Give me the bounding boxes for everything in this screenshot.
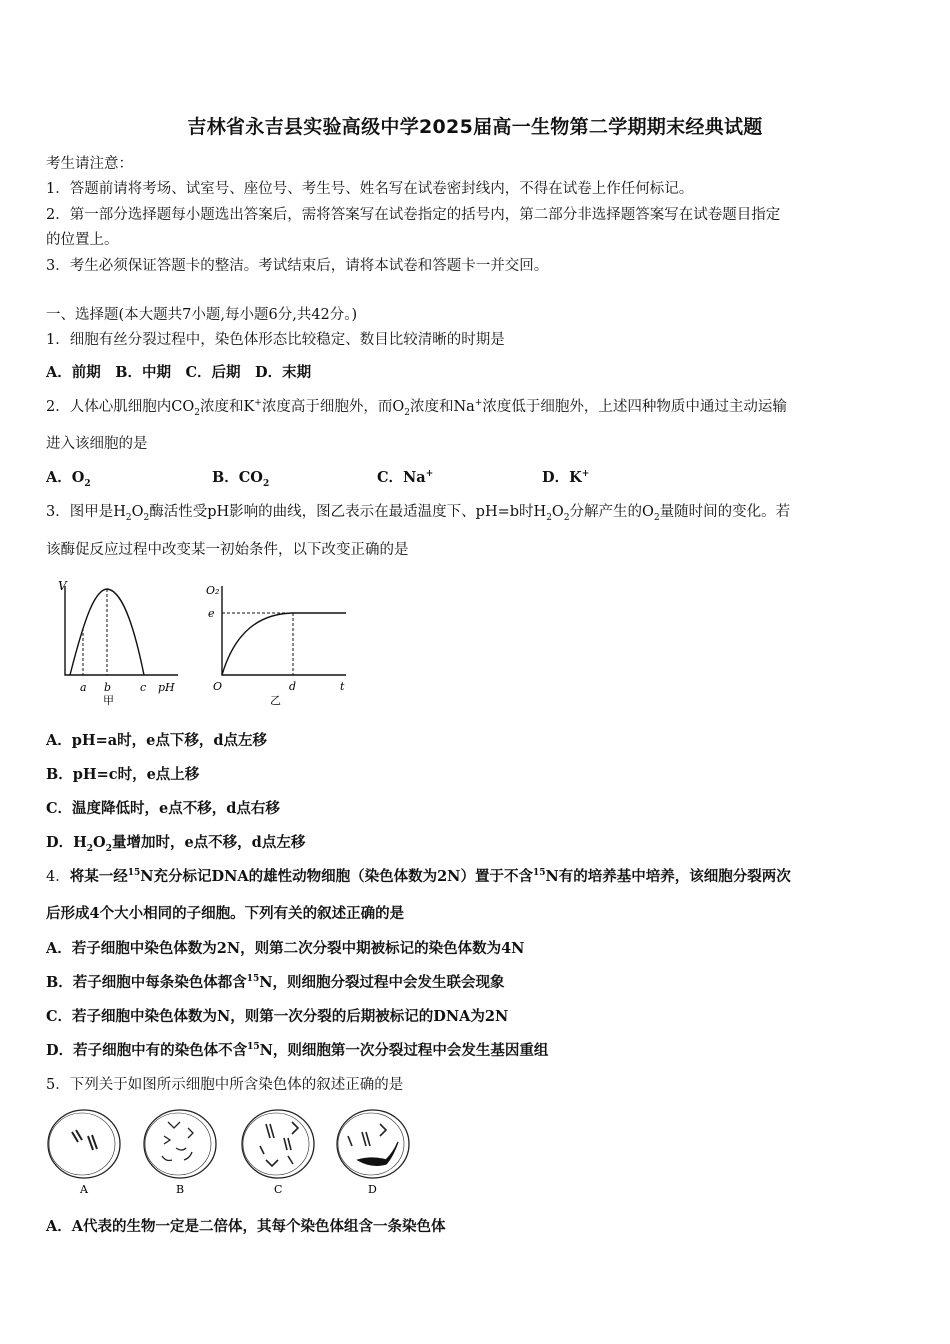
cell-label-d: D (368, 1183, 377, 1196)
q5-stem: 5．下列关于如图所示细胞中所含染色体的叙述正确的是 (46, 1077, 404, 1093)
yi-axes (222, 586, 346, 675)
jia-caption: 甲 (103, 694, 114, 706)
yi-origin: O (213, 680, 223, 693)
q3-option-c: C．温度降低时，e点不移，d点右移 (46, 800, 280, 817)
cell-d (337, 1110, 409, 1178)
notice-heading: 考生请注意： (46, 156, 133, 172)
q3-stem-line2: 该酶促反应过程中改变某一初始条件，以下改变正确的是 (46, 542, 409, 558)
q2-option-b: B．$CO_2$ (212, 469, 270, 489)
yi-y-label: O₂ (206, 584, 220, 597)
exam-title: 吉林省永吉县实验高级中学2025届高一生物第二学期期末经典试题 (187, 116, 763, 138)
q3-graph-jia (50, 576, 185, 706)
q2-text-2: 浓度和K (199, 399, 255, 415)
cell-b (144, 1110, 216, 1178)
q3-option-d: D．$H_2O_2$量增加时，e点不移，d点左移 (46, 834, 306, 854)
q4-option-b: B．若子细胞中每条染色体都含$^{15}$N，则细胞分裂过程中会发生联会现象 (46, 974, 505, 991)
jia-y-label: V (58, 579, 67, 593)
q2-sub-o2: 2 (404, 407, 410, 418)
q3-option-a: A．pH=a时，e点下移，d点左移 (46, 732, 267, 749)
yi-curve (222, 613, 346, 675)
q4-option-d: D．若子细胞中有的染色体不含$^{15}$N，则细胞第一次分裂过程中会发生基因重组 (46, 1042, 549, 1059)
cell-a (48, 1110, 120, 1178)
yi-x-end: t (340, 680, 345, 693)
yi-caption: 乙 (270, 694, 281, 706)
jia-tick-a: a (80, 681, 87, 694)
jia-tick-c: c (140, 681, 147, 694)
q2-option-c: C．Na+ (377, 469, 434, 486)
q1-stem: 1．细胞有丝分裂过程中，染色体形态比较稳定、数目比较清晰的时期是 (46, 332, 505, 348)
jia-tick-b: b (104, 681, 112, 694)
q2-sup-na: + (474, 398, 483, 409)
notice-item-3: 3．考生必须保证答题卡的整洁。考试结束后，请将本试卷和答题卡一并交回。 (46, 258, 549, 274)
jia-x-label: pH (158, 681, 175, 694)
q2-text-3: 浓度高于细胞外，而O (261, 399, 405, 415)
notice-item-2: 2．第一部分选择题每小题选出答案后，需将答案写在试卷指定的括号内，第二部分非选择题答案写在试卷题目指定 (46, 207, 781, 223)
q3-graph-yi (200, 576, 355, 706)
q2-option-d: D．K+ (542, 469, 590, 486)
q4-stem: 4．将某一经$^{15}$N充分标记DNA的雄性动物细胞（染色体数为2N）置于不含$^{15}$N有的培养基中培养，该细胞分裂两次 (46, 868, 791, 885)
q2-sup-k: + (254, 398, 262, 409)
q4-option-a: A．若子细胞中染色体数为2N，则第二次分裂中期被标记的染色体数为4N (46, 940, 525, 957)
yi-tick-d: d (289, 680, 297, 693)
jia-dashed-guides (83, 589, 107, 675)
q5-cell-figure (40, 1102, 420, 1198)
q2-stem-line2: 进入该细胞的是 (46, 436, 148, 452)
notice-item-1: 1．答题前请将考场、试室号、座位号、考生号、姓名写在试卷密封线内，不得在试卷上作任何标记。 (46, 181, 694, 197)
q4-option-c: C．若子细胞中染色体数为N，则第一次分裂的后期被标记的DNA为2N (46, 1008, 509, 1025)
q4-stem-line2: 后形成4个大小相同的子细胞。下列有关的叙述正确的是 (46, 905, 405, 922)
q2-num: 2． (46, 399, 70, 415)
q3-stem: 3．图甲是$H_2O_2$酶活性受pH影响的曲线，图乙表示在最适温度下、pH=b时$H_2O_2$分解产生的$O_2$量随时间的变化。若 (46, 504, 791, 523)
q1-options: A．前期 B．中期 C．后期 D．末期 (46, 364, 312, 381)
cell-label-b: B (176, 1183, 185, 1196)
q2-text-4: 浓度和Na (409, 399, 475, 415)
q3-option-b: B．pH=c时，e点上移 (46, 766, 200, 783)
yi-level-e: e (208, 607, 215, 620)
q2-option-a: A．$O_2$ (46, 469, 91, 489)
q2-stem (46, 395, 787, 416)
q2-sub-co2: 2 (194, 407, 200, 418)
notice-item-2-cont: 的位置上。 (46, 232, 119, 248)
cell-label-c: C (274, 1183, 283, 1196)
section-heading: 一、选择题(本大题共7小题,每小题6分,共42分。) (46, 307, 358, 323)
cell-label-a: A (80, 1183, 88, 1196)
q2-text-5: 浓度低于细胞外，上述四种物质中通过主动运输 (482, 399, 787, 415)
q5-option-a: A．A代表的生物一定是二倍体，其每个染色体组含一条染色体 (46, 1218, 446, 1235)
q2-text-1: 人体心肌细胞内CO (69, 399, 195, 415)
cell-c (242, 1110, 314, 1178)
